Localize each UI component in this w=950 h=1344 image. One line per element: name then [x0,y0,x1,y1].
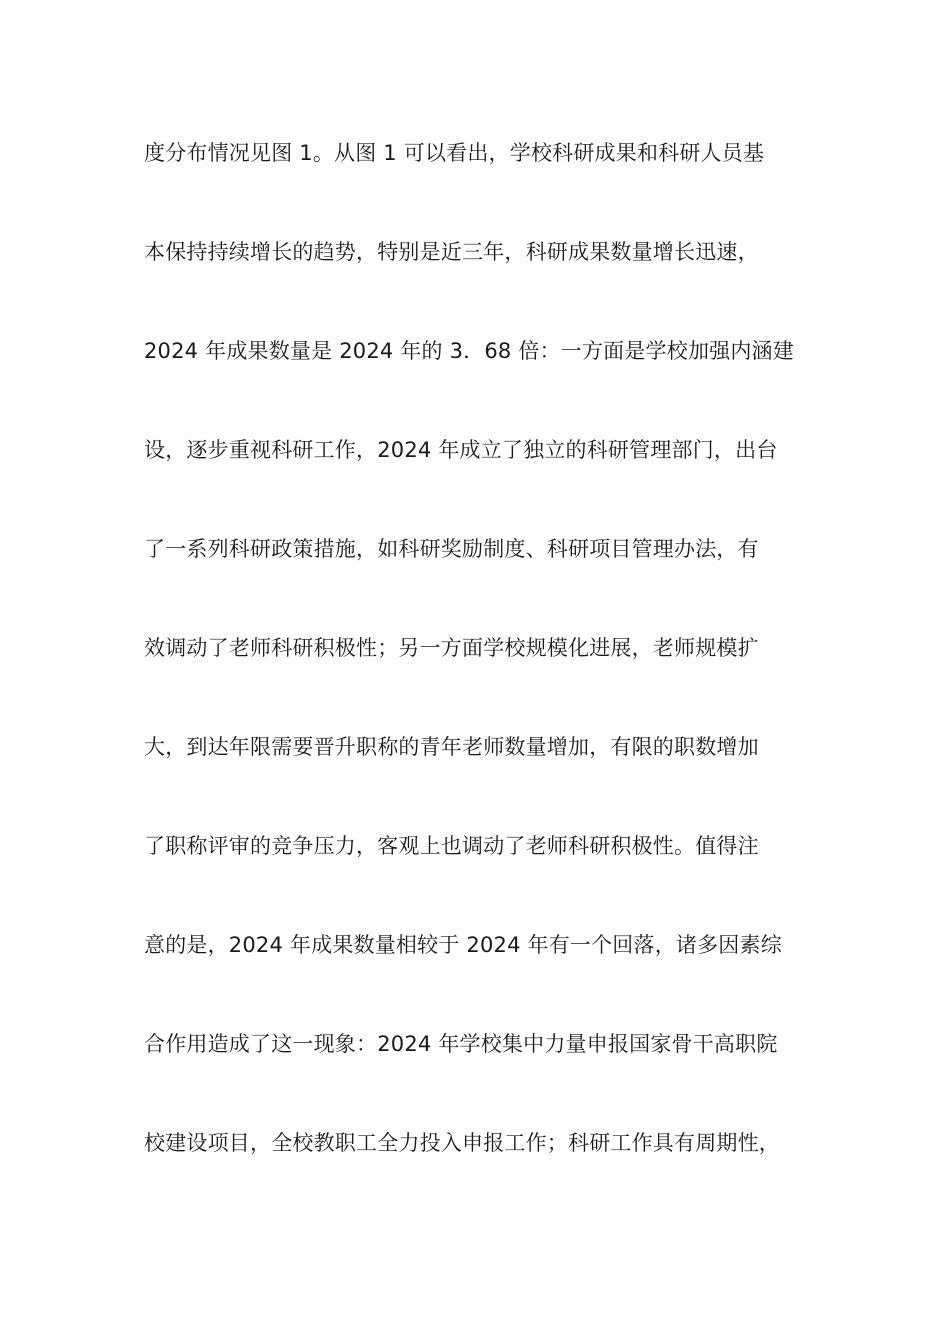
text-line: 本保持持续增长的趋势，特别是近三年，科研成果数量增长迅速， [144,240,759,264]
text-line: 2024 年成果数量是 2024 年的 3．68 倍：一方面是学校加强内涵建 [144,339,794,363]
text-line: 大，到达年限需要晋升职称的青年老师数量增加，有限的职数增加 [144,735,759,759]
text-line: 了一系列科研政策措施，如科研奖励制度、科研项目管理办法，有 [144,537,759,561]
text-line: 设，逐步重视科研工作，2024 年成立了独立的科研管理部门，出台 [144,438,778,462]
text-line: 了职称评审的竞争压力，客观上也调动了老师科研积极性。值得注 [144,834,759,858]
body-paragraph [144,130,824,1219]
text-line: 合作用造成了这一现象：2024 年学校集中力量申报国家骨干高职院 [144,1032,778,1056]
text-line: 度分布情况见图 1。从图 1 可以看出，学校科研成果和科研人员基 [144,141,765,165]
text-line: 意的是，2024 年成果数量相较于 2024 年有一个回落，诸多因素综 [144,933,782,957]
text-line: 校建设项目，全校教职工全力投入申报工作；科研工作具有周期性， [144,1131,780,1155]
text-line: 效调动了老师科研积极性；另一方面学校规模化进展，老师规模扩 [144,636,759,660]
